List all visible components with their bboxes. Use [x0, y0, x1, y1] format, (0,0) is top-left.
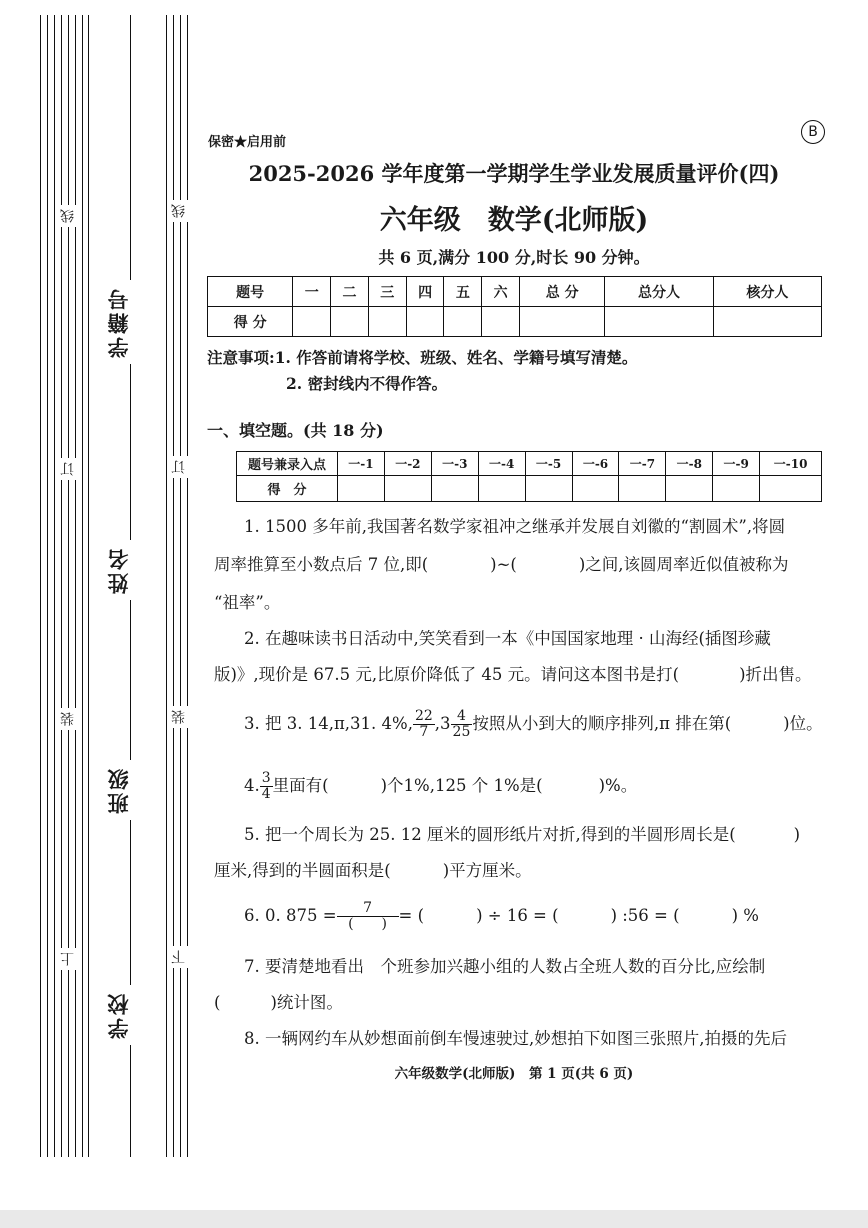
section-header-cell: 一-6	[572, 452, 619, 476]
page-footer: 六年级数学(北师版) 第 1 页(共 6 页)	[394, 1066, 634, 1082]
score-cell	[605, 307, 713, 337]
pack-mark-right: 装	[169, 706, 189, 728]
q7-line-2: ( )统计图。	[214, 993, 343, 1012]
section-header-cell: 一-5	[525, 452, 572, 476]
q1-line-3: “祖率”。	[214, 593, 281, 612]
class-label: 班级	[104, 760, 134, 820]
name-label: 姓名	[104, 540, 134, 600]
section-header-cell: 一-3	[431, 452, 478, 476]
section-header-cell: 一-8	[666, 452, 713, 476]
section-header-cell: 一-1	[338, 452, 385, 476]
q6-line: 6. 0. 875 = $\frac{7}{( )}$ = ( ) ÷ 16 = ( ) :56 = ( ) %	[244, 900, 759, 932]
score-header-cell: 核分人	[713, 277, 821, 307]
q5-line-2: 厘米,得到的半圆面积是( )平方厘米。	[214, 861, 532, 880]
version-badge: B	[801, 120, 825, 144]
q4-line: 4. $\frac{3}{4}$ 里面有( )个1%,125 个 1%是( )%。	[244, 770, 638, 802]
bind-mark-left: 订	[58, 458, 78, 480]
section-score-cell	[572, 476, 619, 502]
section-header-cell: 一-7	[619, 452, 666, 476]
q1-line-1: 1. 1500 多年前,我国著名数学家祖冲之继承并发展自刘徽的“割圆术”,将圆	[244, 517, 786, 536]
exam-title: 2025-2026 学年度第一学期学生学业发展质量评价(四)	[248, 161, 780, 186]
page-edge	[0, 1210, 868, 1228]
exam-info: 共 6 页,满分 100 分,时长 90 分钟。	[378, 248, 650, 267]
line-mark-left: 线	[58, 205, 78, 227]
section-header-cell: 题号兼录入点	[237, 452, 338, 476]
score-cell	[444, 307, 482, 337]
score-cell	[406, 307, 444, 337]
q7-line-1: 7. 要清楚地看出 个班参加兴趣小组的人数占全班人数的百分比,应绘制	[244, 957, 766, 976]
score-header-cell: 题号	[208, 277, 293, 307]
score-cell	[520, 307, 605, 337]
notes-line-1	[207, 346, 637, 368]
down-mark: 下	[169, 946, 189, 968]
notes-label: 注意事项:	[207, 348, 275, 367]
score-cell	[713, 307, 821, 337]
q2-line-1: 2. 在趣味读书日活动中,笑笑看到一本《中国国家地理 · 山海经(插图珍藏	[244, 629, 771, 648]
confidential-tag: 保密★启用前	[208, 135, 287, 150]
score-header-cell: 一	[293, 277, 331, 307]
fraction-3-4: $\frac{3}{4}$	[261, 770, 271, 802]
note-item: 1. 作答前请将学校、班级、姓名、学籍号填写清楚。	[274, 348, 638, 367]
fraction-4-25: $\frac{4}{25}$	[452, 708, 471, 740]
line-mark-right: 线	[169, 200, 189, 222]
section-header-cell: 一-9	[713, 452, 760, 476]
section-score-cell	[666, 476, 713, 502]
section-score-cell	[384, 476, 431, 502]
q5-line-1: 5. 把一个周长为 25. 12 厘米的圆形纸片对折,得到的半圆形周长是( )	[244, 825, 801, 844]
score-cell	[482, 307, 520, 337]
section-score-cell	[338, 476, 385, 502]
score-cell	[368, 307, 406, 337]
exam-subtitle: 六年级 数学(北师版)	[379, 205, 649, 236]
section-score-cell	[431, 476, 478, 502]
section-score-cell	[713, 476, 760, 502]
student-id-label: 学籍号	[104, 280, 134, 364]
score-header-cell: 三	[368, 277, 406, 307]
pack-mark-left: 装	[58, 708, 78, 730]
fraction-22-7: $\frac{22}{7}$	[414, 708, 433, 740]
note-item: 2. 密封线内不得作答。	[286, 374, 448, 393]
score-header-cell: 总 分	[520, 277, 605, 307]
q1-line-2: 周率推算至小数点后 7 位,即( )~( )之间,该圆周率近似值被称为	[214, 555, 789, 574]
score-header-cell: 六	[482, 277, 520, 307]
score-cell	[331, 307, 369, 337]
score-header-cell: 二	[331, 277, 369, 307]
bind-mark-right: 订	[169, 456, 189, 478]
section-score-cell	[478, 476, 525, 502]
up-mark: 上	[58, 948, 78, 970]
section-title: 一、填空题。(共 18 分)	[207, 421, 384, 440]
score-row-label: 得 分	[208, 307, 293, 337]
section-header-cell: 一-10	[760, 452, 822, 476]
section-row-label: 得 分	[237, 476, 338, 502]
section-header-cell: 一-4	[478, 452, 525, 476]
section-score-cell	[525, 476, 572, 502]
score-header-cell: 总分人	[605, 277, 713, 307]
school-label: 学校	[104, 985, 134, 1045]
score-cell	[293, 307, 331, 337]
q8-line-1: 8. 一辆网约车从妙想面前倒车慢速驶过,妙想拍下如图三张照片,拍摄的先后	[244, 1029, 787, 1048]
score-table	[207, 276, 822, 337]
fraction-7-blank: $\frac{7}{( )}$	[337, 901, 399, 932]
section-score-table	[236, 451, 822, 502]
section-score-cell	[619, 476, 666, 502]
q2-line-2: 版)》,现价是 67.5 元,比原价降低了 45 元。请问这本图书是打( )折出售。	[214, 665, 812, 684]
score-header-cell: 五	[444, 277, 482, 307]
section-score-cell	[760, 476, 822, 502]
score-header-cell: 四	[406, 277, 444, 307]
q3-line: 3. 把 3. 14,π,31. 4%, $\frac{22}{7}$ ,3 $\frac{4}{25}$ 按照从小到大的顺序排列,π 排在第( )位。	[244, 708, 823, 740]
section-header-cell: 一-2	[384, 452, 431, 476]
